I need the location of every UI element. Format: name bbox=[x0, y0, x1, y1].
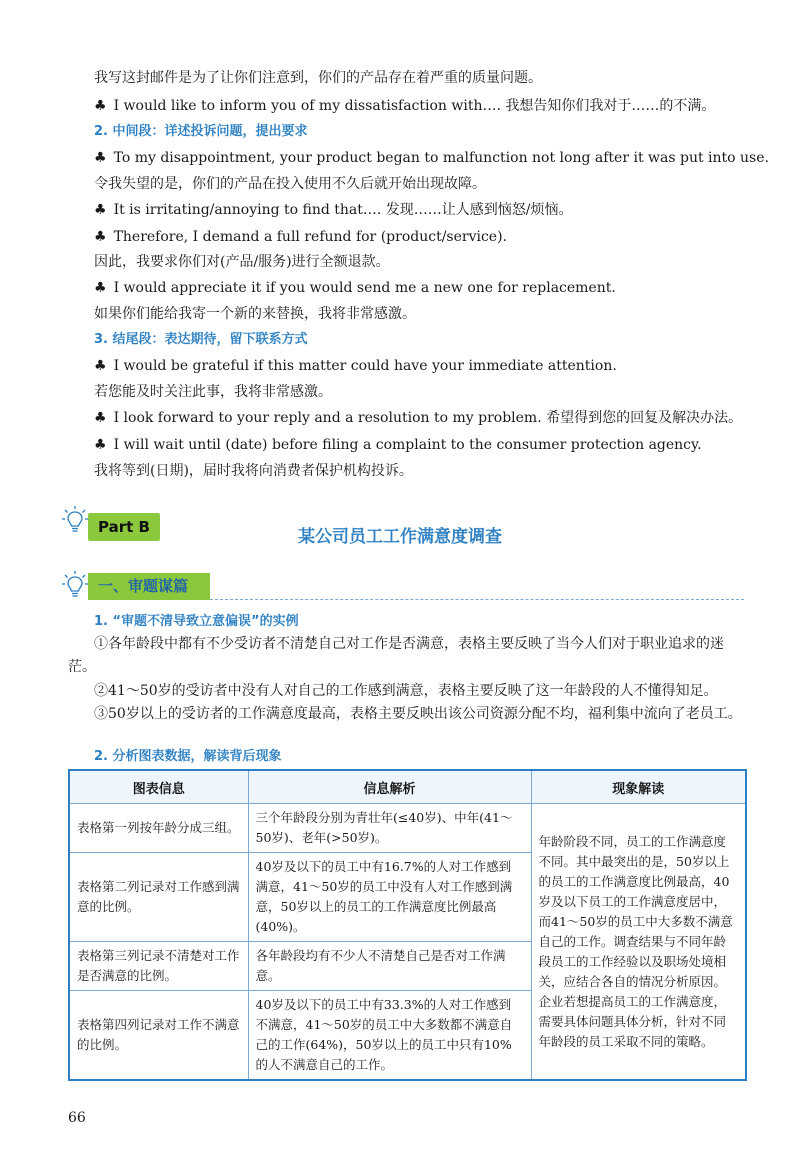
column-header: 现象解读 bbox=[531, 770, 746, 804]
table-cell-analysis: 40岁及以下的员工中有33.3%的人对工作感到不满意，41～50岁的员工中大多数都不满意自己的工作(64%)，50岁以上的员工中只有10%的人不满意自己的工作。 bbox=[248, 991, 531, 1081]
club-icon: ♣ bbox=[94, 150, 107, 166]
bullet-2: ♣ To my disappointment, your product began to malfunction not long after it was put into use. bbox=[94, 150, 769, 166]
club-icon: ♣ bbox=[94, 358, 107, 374]
section-3-heading: 3. 结尾段：表达期待，留下联系方式 bbox=[94, 332, 308, 347]
bullet-8-cn: 我将等到(日期)，届时我将向消费者保护机构投诉。 bbox=[94, 463, 413, 479]
bullet-4-cn: 因此，我要求你们对(产品/服务)进行全额退款。 bbox=[94, 254, 390, 270]
table-cell-analysis: 40岁及以下的员工中有16.7%的人对工作感到满意，41～50岁的员工中没有人对工作感到满意，50岁以上的员工的工作满意度比例最高(40%)。 bbox=[248, 853, 531, 942]
paragraph-3: ③50岁以上的受访者的工作满意度最高，表格主要反映出该公司资源分配不均，福利集中流向了老员工。 bbox=[94, 706, 742, 722]
table-cell-info: 表格第一列按年龄分成三组。 bbox=[69, 804, 248, 853]
sub-heading-2: 2. 分析图表数据，解读背后现象 bbox=[94, 749, 282, 764]
club-icon: ♣ bbox=[94, 410, 107, 426]
bullet-6: ♣ I would be grateful if this matter could have your immediate attention. bbox=[94, 358, 617, 374]
paragraph-2: ②41～50岁的受访者中没有人对自己的工作感到满意，表格主要反映了这一年龄段的人不懂得知足。 bbox=[94, 683, 718, 699]
bullet-6-cn: 若您能及时关注此事，我将非常感激。 bbox=[94, 384, 332, 400]
table-cell-info: 表格第四列记录对工作不满意的比例。 bbox=[69, 991, 248, 1081]
column-header: 图表信息 bbox=[69, 770, 248, 804]
table-row bbox=[69, 804, 746, 853]
bullet-1: ♣ I would like to inform you of my dissatisfaction with…. 我想告知你们我对于……的不满。 bbox=[94, 98, 716, 114]
column-header: 信息解析 bbox=[248, 770, 531, 804]
lightbulb-icon bbox=[62, 570, 88, 600]
section-divider bbox=[210, 599, 744, 600]
paragraph-1: ①各年龄段中都有不少受访者不清楚自己对工作是否满意，表格主要反映了当今人们对于职业追求的迷茫。 bbox=[68, 636, 724, 675]
table-cell-interpretation: 年龄阶段不同，员工的工作满意度不同。其中最突出的是，50岁以上的员工的工作满意度比例最高，40岁及以下员工的工作满意度居中，而41～50岁的员工中大多数不满意自己的工作。调查结果与不同年龄段员工的工作经验以及职场处境相关，应结合各自的情况分析原因。企业若想提高员工的工作满意度，需要具体问题具体分析，针对不同年龄段的员工采取不同的策略。 bbox=[531, 804, 746, 1081]
table-cell-analysis: 各年龄段均有不少人不清楚自己是否对工作满意。 bbox=[248, 942, 531, 991]
intro-cn: 我写这封邮件是为了让你们注意到，你们的产品存在着严重的质量问题。 bbox=[94, 70, 542, 86]
club-icon: ♣ bbox=[94, 98, 107, 114]
club-icon: ♣ bbox=[94, 202, 107, 218]
table-cell-info: 表格第二列记录对工作感到满意的比例。 bbox=[69, 853, 248, 942]
bullet-2-cn: 令我失望的是，你们的产品在投入使用不久后就开始出现故障。 bbox=[94, 176, 486, 192]
section-heading: 一、审题谋篇 bbox=[98, 577, 189, 595]
table-cell-analysis: 三个年龄段分别为青壮年(≤40岁)、中年(41～50岁)、老年(>50岁)。 bbox=[248, 804, 531, 853]
analysis-table bbox=[68, 769, 747, 1081]
table-cell-info: 表格第三列记录不清楚对工作是否满意的比例。 bbox=[69, 942, 248, 991]
bullet-5: ♣ I would appreciate it if you would send me a new one for replacement. bbox=[94, 280, 616, 296]
sub-heading-1: 1. “审题不清导致立意偏误”的实例 bbox=[94, 614, 299, 629]
table-header-row bbox=[69, 770, 746, 804]
bullet-5-cn: 如果你们能给我寄一个新的来替换，我将非常感激。 bbox=[94, 306, 416, 322]
bullet-3: ♣ It is irritating/annoying to find that…. 发现……让人感到恼怒/烦恼。 bbox=[94, 202, 573, 218]
bullet-7: ♣ I look forward to your reply and a resolution to my problem. 希望得到您的回复及解决办法。 bbox=[94, 410, 743, 426]
bullet-8: ♣ I will wait until (date) before filing a complaint to the consumer protection agency. bbox=[94, 437, 702, 453]
section-2-heading: 2. 中间段：详述投诉问题，提出要求 bbox=[94, 124, 308, 139]
bullet-4: ♣ Therefore, I demand a full refund for (product/service). bbox=[94, 229, 507, 245]
page-number: 66 bbox=[68, 1110, 86, 1126]
part-b-badge: Part B bbox=[88, 513, 160, 541]
club-icon: ♣ bbox=[94, 229, 107, 245]
club-icon: ♣ bbox=[94, 437, 107, 453]
club-icon: ♣ bbox=[94, 280, 107, 296]
page-title: 某公司员工工作满意度调查 bbox=[298, 527, 502, 547]
